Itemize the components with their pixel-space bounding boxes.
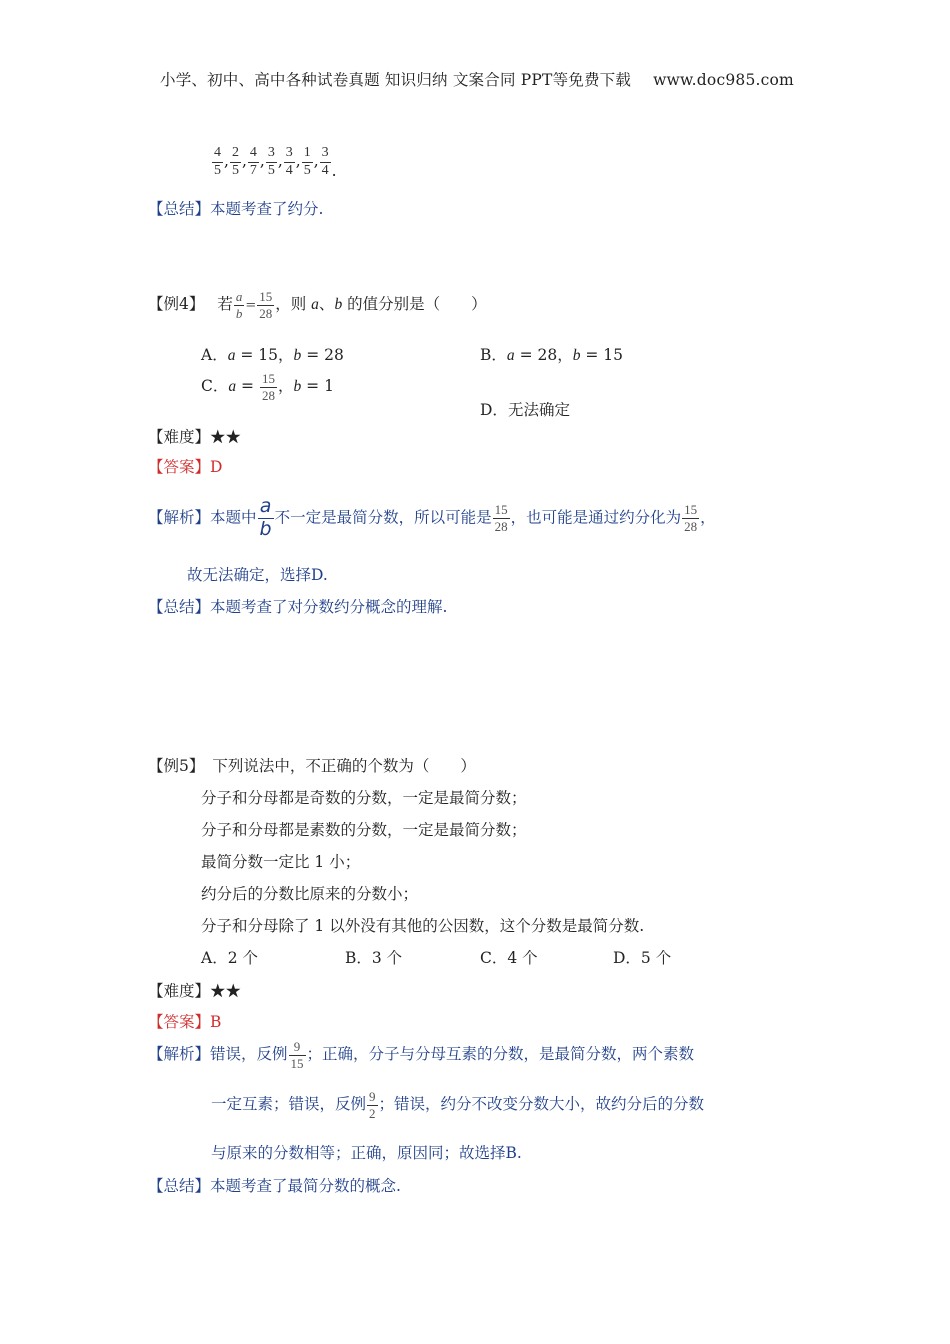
ex4-answer: 【答案】D bbox=[148, 458, 223, 476]
ex4-option-c: C．a = $\frac{15}{28}$ ，b = 1 bbox=[201, 371, 334, 403]
fraction: $\frac{1}{5}$ bbox=[303, 145, 311, 178]
ex5-option-b: B．3 个 bbox=[345, 949, 403, 967]
fraction-15-28: $\frac{15}{28}$ bbox=[261, 371, 275, 403]
ex4-summary: 【总结】本题考查了对分数约分概念的理解. bbox=[148, 598, 448, 616]
ex4-difficulty: 【难度】★★ bbox=[148, 428, 242, 446]
ex5-analysis-line2: 一定互素；错误，反例 $\frac{9}{2}$ ；错误，约分不改变分数大小，故约分后的分数 bbox=[211, 1089, 705, 1121]
ex5-statement: 最简分数一定比 1 小； bbox=[201, 853, 361, 871]
difficulty-stars: ★★ bbox=[210, 428, 242, 446]
difficulty-stars: ★★ bbox=[210, 982, 242, 1000]
ex5-option-d: D．5 个 bbox=[613, 949, 672, 967]
summary-1 bbox=[148, 199, 323, 219]
ex5-statement: 分子和分母都是奇数的分数，一定是最简分数； bbox=[201, 789, 527, 807]
ex4-tag: 【例4】 bbox=[148, 295, 205, 314]
ex5-statement: 约分后的分数比原来的分数小； bbox=[201, 885, 419, 903]
ex5-analysis-line3: 与原来的分数相等；正确，原因同；故选择B. bbox=[211, 1144, 522, 1162]
fraction: $\frac{3}{4}$ bbox=[285, 145, 293, 178]
ex4-option-b: B．a = 28，b = 15 bbox=[480, 346, 624, 364]
prev-fraction-list: $\frac{4}{5}$ , $\frac{2}{5}$ , $\frac{4}{7}$ , $\frac{3}{5}$ , $\frac{3}{4}$ , $\frac{1}{5}$ , $\frac{3}{4}$ . bbox=[214, 145, 337, 181]
ex4-analysis: 【解析】本题中 $\frac{a}{b}$ 不一定是最简分数，所以可能是 $\frac{15}{28}$ ，也可能是通过约分化为 $\frac{15}{28}$ ， bbox=[148, 495, 716, 540]
ex5-question: 【例5】 下列说法中，不正确的个数为（ ） bbox=[148, 757, 476, 775]
fraction-9-2: $\frac{9}{2}$ bbox=[369, 1089, 376, 1121]
ex4-option-a: A．a = 15，b = 28 bbox=[201, 346, 344, 364]
fraction-15-28: $\frac{15}{28}$ bbox=[684, 502, 698, 534]
ex5-difficulty: 【难度】★★ bbox=[148, 982, 242, 1000]
ex4-option-d: D．无法确定 bbox=[480, 401, 570, 419]
answer-value: D bbox=[210, 458, 223, 476]
fraction-9-15: $\frac{9}{15}$ bbox=[290, 1039, 304, 1071]
ex4-analysis-line2: 故无法确定，选择D. bbox=[187, 566, 328, 584]
header-url: www.doc985.com bbox=[653, 71, 794, 89]
fraction: $\frac{2}{5}$ bbox=[231, 145, 239, 178]
ex5-option-c: C．4 个 bbox=[480, 949, 538, 967]
fraction-15-28: $\frac{15}{28}$ bbox=[494, 502, 508, 534]
ex5-tag: 【例5】 bbox=[148, 757, 205, 775]
summary-tag: 【总结】 bbox=[148, 200, 211, 218]
summary-text: 本题考查了约分. bbox=[210, 200, 324, 218]
fraction: $\frac{4}{7}$ bbox=[249, 145, 257, 178]
ex5-statement: 分子和分母除了 1 以外没有其他的公因数，这个分数是最简分数. bbox=[201, 917, 645, 935]
ex5-statement: 分子和分母都是素数的分数，一定是最简分数； bbox=[201, 821, 527, 839]
ex5-answer: 【答案】B bbox=[148, 1013, 222, 1031]
answer-value: B bbox=[210, 1013, 222, 1031]
fraction-a-b: $\frac{a}{b}$ bbox=[259, 495, 272, 540]
ex5-summary: 【总结】本题考查了最简分数的概念. bbox=[148, 1177, 401, 1195]
ex5-analysis: 【解析】错误，反例 $\frac{9}{15}$ ；正确，分子与分母互素的分数，是最简分数，两个素数 bbox=[148, 1039, 695, 1071]
fraction-a-b: $\frac{a}{b}$ bbox=[235, 289, 243, 321]
fraction: $\frac{3}{4}$ bbox=[321, 145, 329, 178]
ex4-question: 【例4】 若 $\frac{a}{b}$ = $\frac{15}{28}$ ，则 a、b 的值分别是（ ） bbox=[148, 289, 487, 321]
fraction: $\frac{4}{5}$ bbox=[214, 145, 221, 178]
ex5-option-a: A．2 个 bbox=[201, 949, 258, 967]
page-header bbox=[160, 68, 794, 90]
header-text: 小学、初中、高中各种试卷真题 知识归纳 文案合同 PPT等免费下载 bbox=[160, 71, 632, 89]
fraction: $\frac{3}{5}$ bbox=[267, 145, 275, 178]
fraction-15-28: $\frac{15}{28}$ bbox=[259, 289, 273, 321]
